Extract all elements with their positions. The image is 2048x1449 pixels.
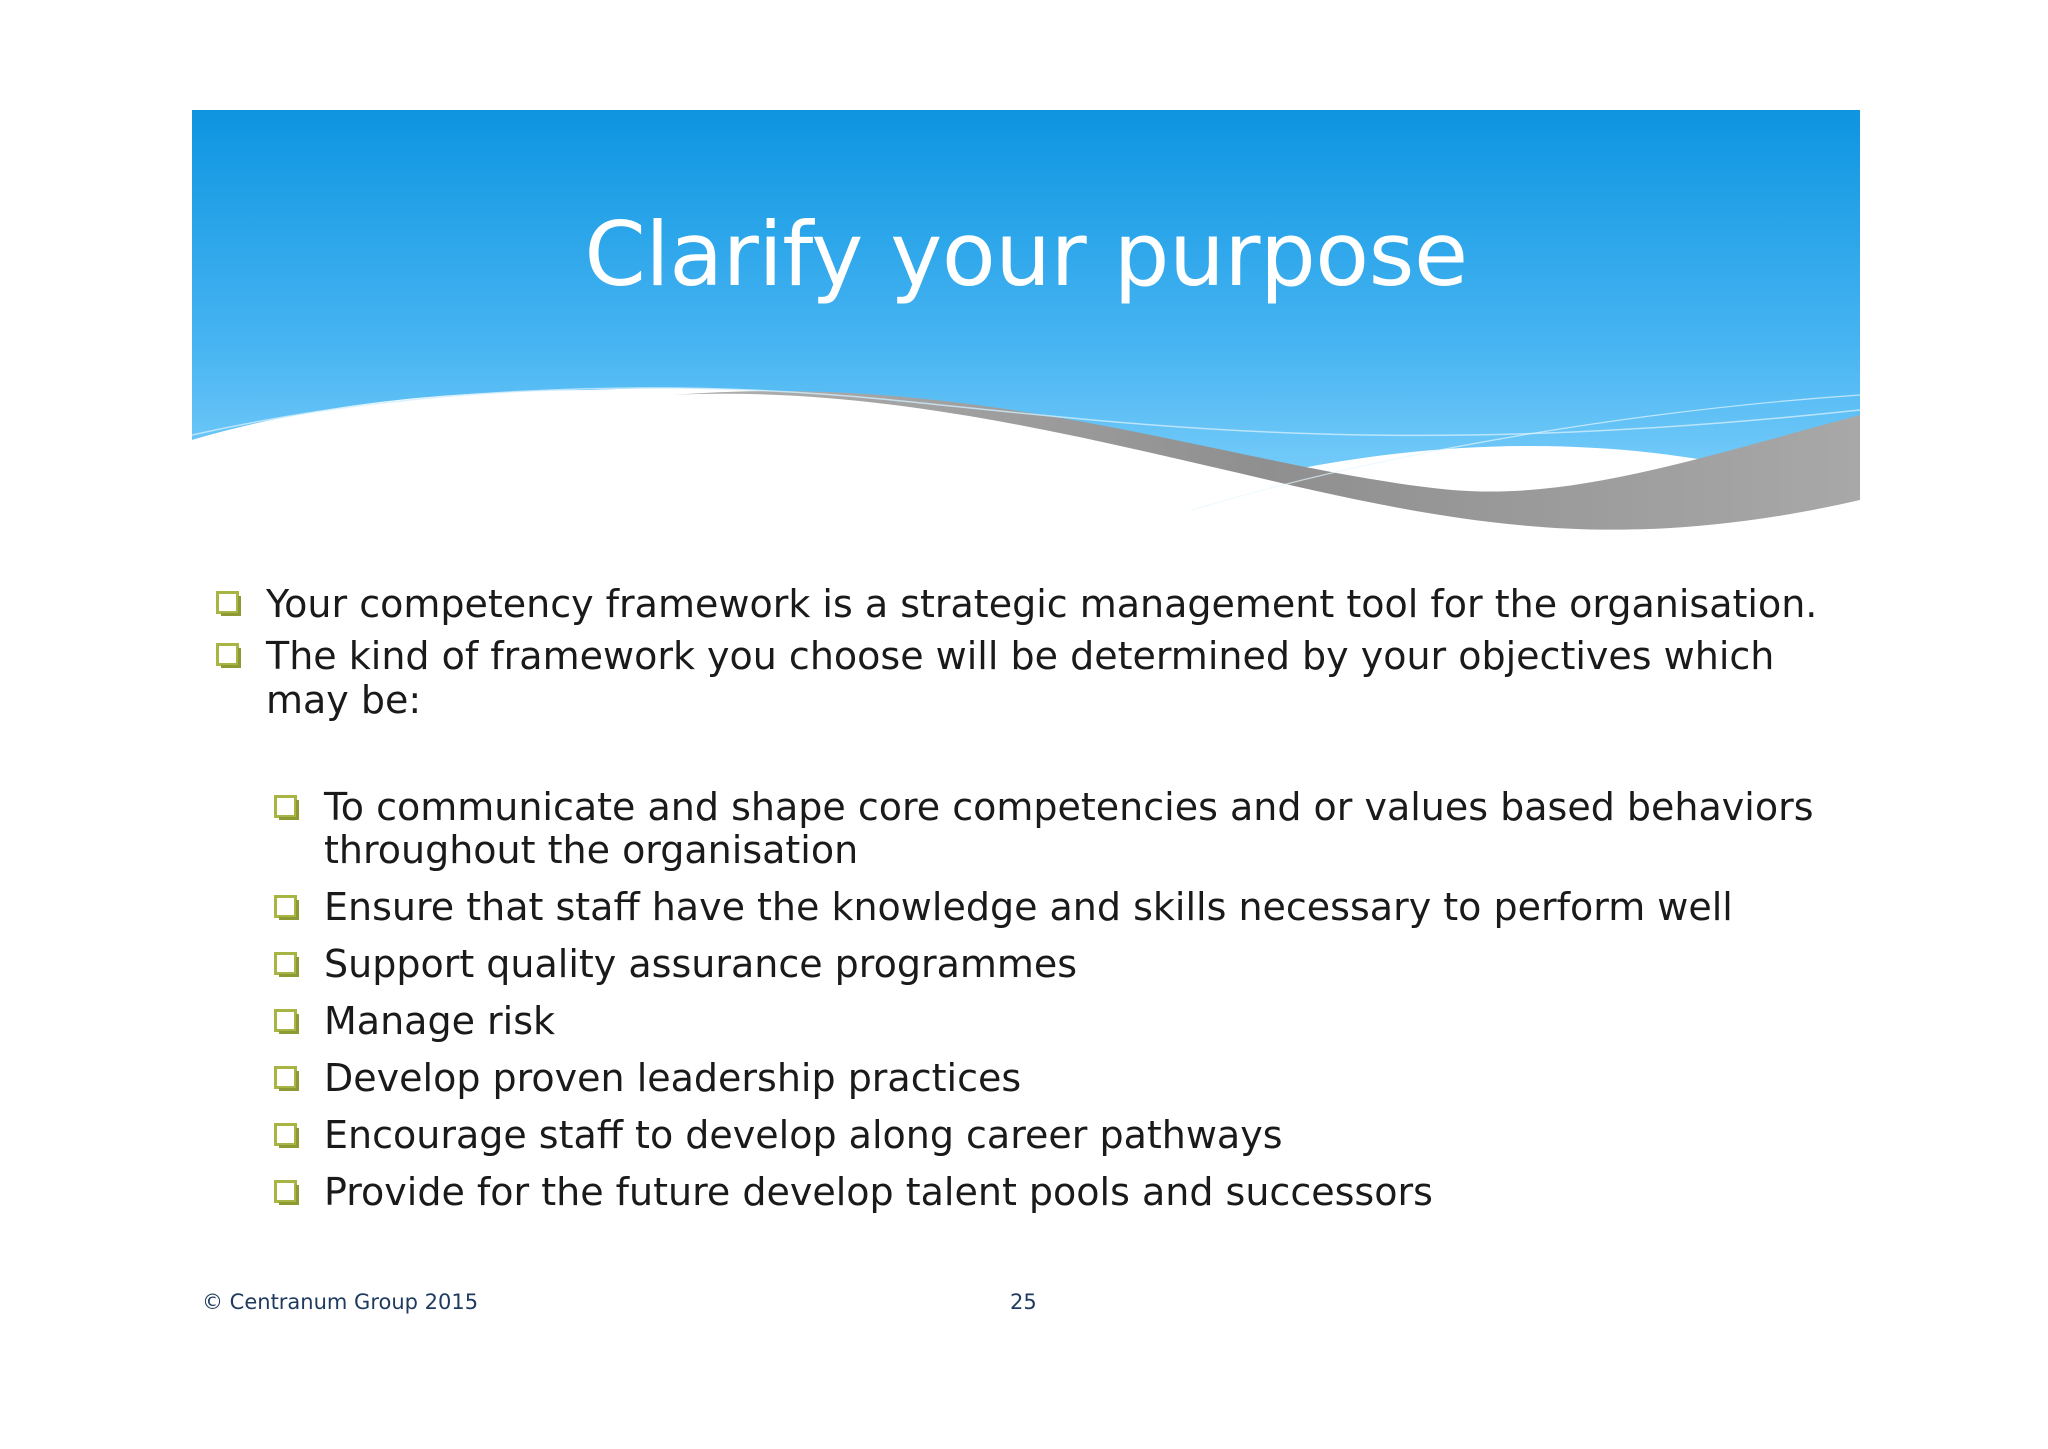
checkbox-bullet-icon bbox=[274, 952, 300, 978]
list-item bbox=[272, 1057, 1832, 1100]
checkbox-bullet-icon bbox=[274, 795, 300, 821]
checkbox-bullet-icon bbox=[274, 895, 300, 921]
slide-header-banner bbox=[192, 110, 1860, 560]
list-item bbox=[272, 1171, 1832, 1214]
checkbox-bullet-icon bbox=[274, 1009, 300, 1035]
list-item bbox=[272, 1000, 1832, 1043]
sub-bullet-text: Manage risk bbox=[324, 999, 556, 1043]
list-item bbox=[272, 943, 1832, 986]
list-item bbox=[272, 1114, 1832, 1157]
checkbox-bullet-icon bbox=[274, 1180, 300, 1206]
sub-bullet-text: To communicate and shape core competencies and or values based behaviors throughout the organisation bbox=[324, 785, 1814, 872]
list-item bbox=[272, 886, 1832, 929]
sub-bullet-text: Encourage staff to develop along career pathways bbox=[324, 1113, 1283, 1157]
list-item bbox=[214, 582, 1834, 626]
checkbox-bullet-icon bbox=[274, 1123, 300, 1149]
sub-bullet-text: Provide for the future develop talent pools and successors bbox=[324, 1170, 1433, 1214]
sub-bullet-text: Develop proven leadership practices bbox=[324, 1056, 1022, 1100]
list-item bbox=[214, 634, 1834, 722]
footer-page-number: 25 bbox=[1010, 1290, 1037, 1314]
bullet-text: The kind of framework you choose will be determined by your objectives which may be: bbox=[266, 634, 1775, 722]
sub-bullet-text: Support quality assurance programmes bbox=[324, 942, 1078, 986]
bullet-text: Your competency framework is a strategic management tool for the organisation. bbox=[266, 582, 1818, 626]
objectives-sub-list bbox=[272, 786, 1832, 1228]
sub-bullet-text: Ensure that staff have the knowledge and skills necessary to perform well bbox=[324, 885, 1733, 929]
list-item bbox=[272, 786, 1832, 872]
checkbox-bullet-icon bbox=[216, 643, 242, 669]
checkbox-bullet-icon bbox=[274, 1066, 300, 1092]
checkbox-bullet-icon bbox=[216, 591, 242, 617]
main-bullet-list bbox=[214, 582, 1834, 730]
slide-title: Clarify your purpose bbox=[584, 203, 1468, 306]
footer-copyright: © Centranum Group 2015 bbox=[202, 1290, 479, 1314]
header-wave-graphic bbox=[192, 110, 1860, 560]
